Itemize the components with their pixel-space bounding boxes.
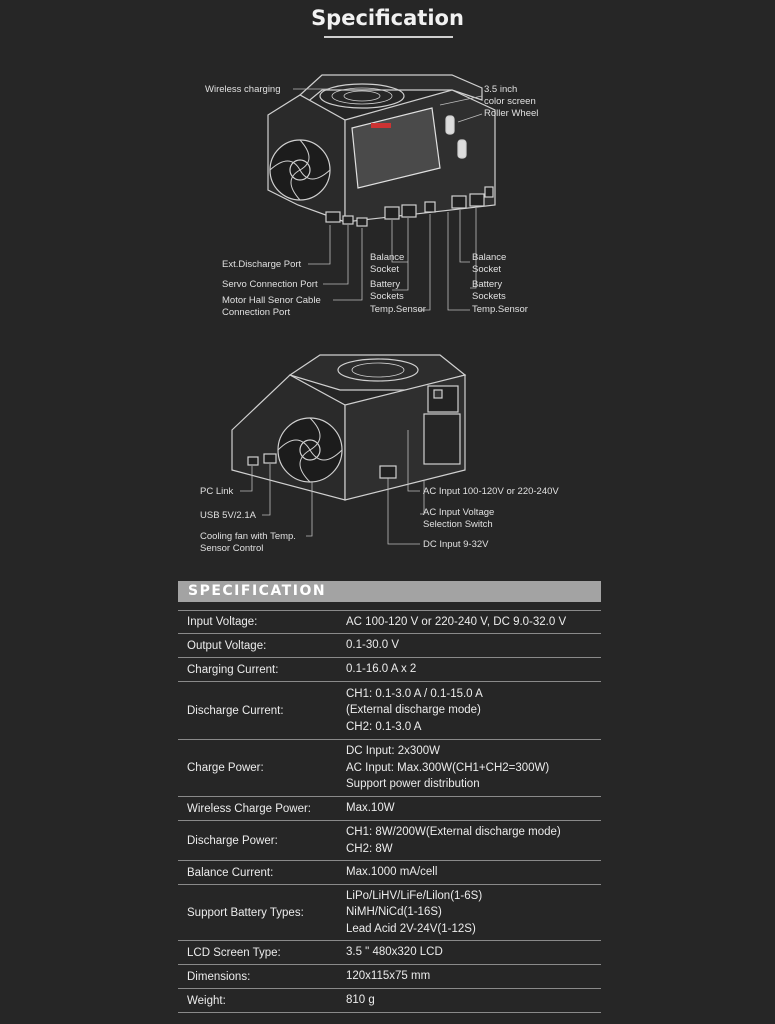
spec-row-weight xyxy=(178,989,601,1013)
callout-balance-socket-left: Balance Socket xyxy=(370,252,405,275)
spec-value xyxy=(328,800,395,817)
spec-value xyxy=(328,824,561,857)
callout-battery-sockets-right: Battery Sockets xyxy=(472,279,506,302)
spec-row-lcd-screen xyxy=(178,941,601,965)
callout-motor-hall-port: Motor Hall Senor Cable Connection Port xyxy=(222,295,321,318)
spec-row-input-voltage xyxy=(178,610,601,634)
spec-label: Balance Current: xyxy=(187,866,274,879)
spec-value xyxy=(328,637,399,654)
spec-value-line: 0.1-30.0 V xyxy=(346,639,400,652)
spec-label: LCD Screen Type: xyxy=(187,946,281,959)
callout-color-screen: 3.5 inch color screen xyxy=(484,84,536,107)
spec-value-line: NiMH/NiCd(1-16S) xyxy=(346,906,442,919)
spec-label: Discharge Power: xyxy=(187,834,278,847)
spec-value-line: AC Input: Max.300W(CH1+CH2=300W) xyxy=(346,761,550,774)
spec-row-balance-current xyxy=(178,861,601,885)
back-view-diagram xyxy=(0,330,775,570)
spec-value xyxy=(328,992,375,1009)
spec-label: Input Voltage: xyxy=(187,616,258,628)
spec-label: Charging Current: xyxy=(187,663,279,676)
spec-row-wireless-charge-power xyxy=(178,797,601,821)
page-title: Specification xyxy=(311,6,464,30)
spec-value-line: AC 100-120 V or 220-240 V, DC 9.0-32.0 V xyxy=(346,615,567,628)
callout-roller-wheel: Roller Wheel xyxy=(484,108,539,119)
spec-value-line: CH1: 0.1-3.0 A / 0.1-15.0 A xyxy=(346,687,483,700)
callout-dc-input: DC Input 9-32V xyxy=(423,539,489,550)
callout-ext-discharge-port: Ext.Discharge Port xyxy=(222,259,302,270)
spec-value-line: CH2: 8W xyxy=(346,842,393,855)
spec-label: Discharge Current: xyxy=(187,704,284,717)
spec-row-battery-types xyxy=(178,885,601,941)
spec-value-line: LiPo/LiHV/LiFe/Lilon(1-6S) xyxy=(346,889,483,902)
spec-value-line: 0.1-16.0 A x 2 xyxy=(346,663,417,676)
callout-balance-socket-right: Balance Socket xyxy=(472,252,507,275)
spec-value xyxy=(328,743,549,793)
spec-value xyxy=(328,686,483,736)
spec-row-output-voltage xyxy=(178,634,601,658)
spec-row-charging-current xyxy=(178,658,601,682)
spec-header: SPECIFICATION xyxy=(178,581,601,602)
spec-label: Weight: xyxy=(187,994,226,1007)
callout-voltage-switch: AC Input Voltage Selection Switch xyxy=(423,507,495,530)
spec-value xyxy=(328,661,416,678)
spec-value-line: 810 g xyxy=(346,994,375,1007)
spec-label: Dimensions: xyxy=(187,970,251,983)
spec-row-discharge-power xyxy=(178,821,601,861)
spec-value xyxy=(328,614,566,631)
spec-value-line: Max.10W xyxy=(346,802,395,815)
callout-temp-sensor-left: Temp.Sensor xyxy=(370,304,426,315)
callout-battery-sockets-left: Battery Sockets xyxy=(370,279,404,302)
spec-value-line: CH1: 8W/200W(External discharge mode) xyxy=(346,826,561,838)
spec-value-line: Max.1000 mA/cell xyxy=(346,866,438,879)
spec-value-line: DC Input: 2x300W xyxy=(346,745,440,758)
spec-row-dimensions xyxy=(178,965,601,989)
spec-label: Support Battery Types: xyxy=(187,906,304,919)
spec-value-line: Support power distribution xyxy=(346,778,480,791)
spec-value-line: CH2: 0.1-3.0 A xyxy=(346,720,422,733)
spec-row-charge-power xyxy=(178,740,601,797)
callout-servo-port: Servo Connection Port xyxy=(222,279,318,290)
spec-value xyxy=(328,968,430,985)
spec-label: Charge Power: xyxy=(187,762,264,774)
spec-row-discharge-current xyxy=(178,682,601,740)
spec-value xyxy=(328,944,443,961)
spec-value-line: (External discharge mode) xyxy=(346,704,481,717)
front-view-diagram xyxy=(0,0,775,330)
callout-usb: USB 5V/2.1A xyxy=(200,510,256,521)
spec-value xyxy=(328,888,482,938)
spec-value-line: 120x115x75 mm xyxy=(346,970,431,983)
charger-back-illustration xyxy=(0,330,775,570)
spec-value-line: 3.5 " 480x320 LCD xyxy=(346,946,443,959)
callout-ac-input: AC Input 100-120V or 220-240V xyxy=(423,486,559,497)
callout-pc-link: PC Link xyxy=(200,486,234,497)
spec-value xyxy=(328,864,437,881)
callout-cooling-fan: Cooling fan with Temp. Sensor Control xyxy=(200,531,296,554)
callout-wireless-charging: Wireless charging xyxy=(205,84,281,95)
spec-table xyxy=(178,610,601,1013)
spec-label: Output Voltage: xyxy=(187,639,267,652)
spec-value-line: Lead Acid 2V-24V(1-12S) xyxy=(346,922,476,935)
spec-label: Wireless Charge Power: xyxy=(187,802,311,815)
callout-temp-sensor-right: Temp.Sensor xyxy=(472,304,528,315)
